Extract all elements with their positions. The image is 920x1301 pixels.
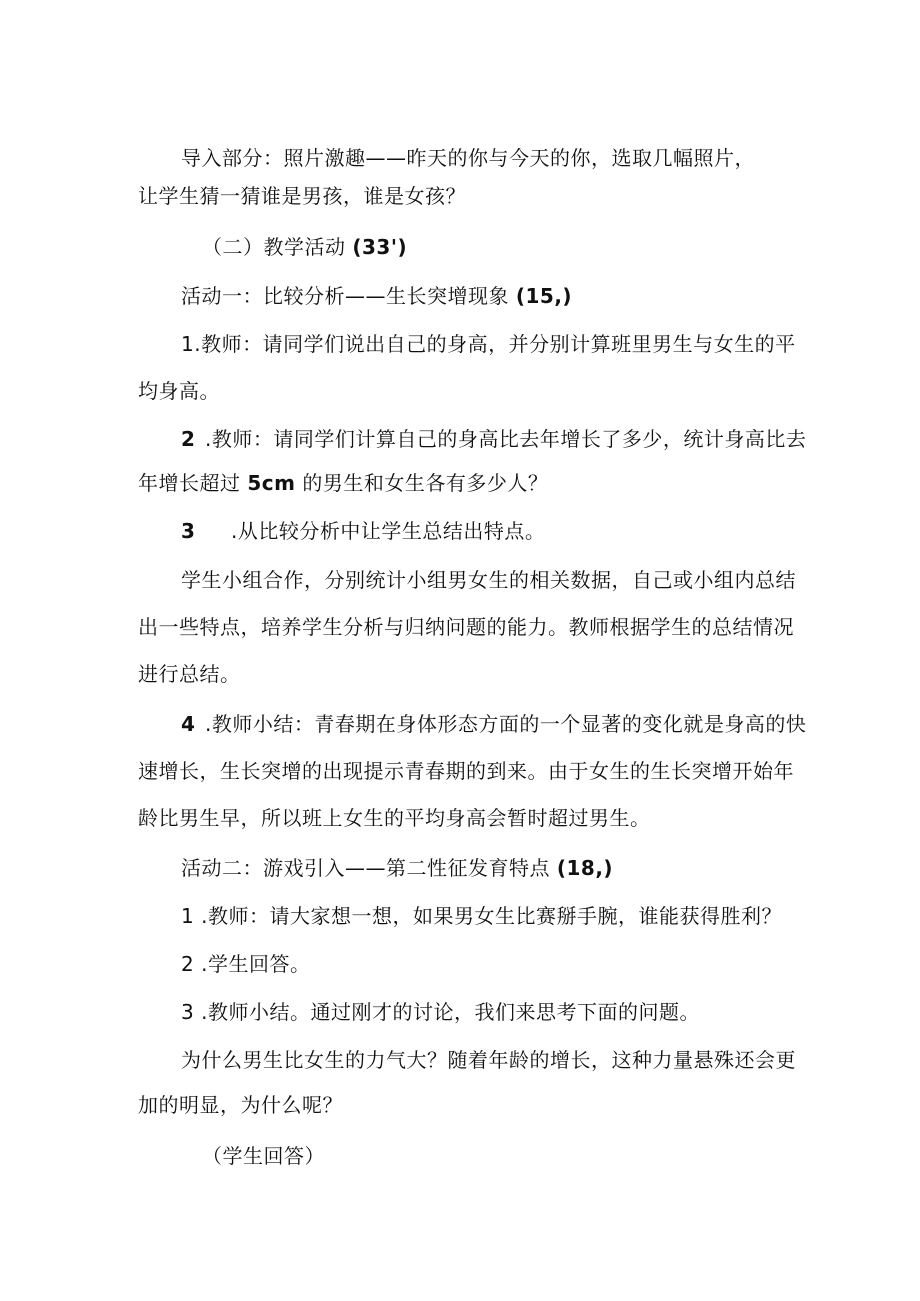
a1-item4-text: .教师小结：青春期在身体形态方面的一个显著的变化就是身高的快: [205, 712, 807, 736]
a1-item2-line-1: [181, 425, 806, 453]
intro-line-2: 让学生猜一猜谁是男孩，谁是女孩？: [138, 184, 466, 208]
activity2-heading-text: 活动二：游戏引入——第二性征发育特点: [181, 856, 550, 880]
a1-item2-line-2: [138, 469, 548, 497]
a2-item-2: 2 .学生回答。: [181, 952, 311, 976]
a1-item2-line2-pre: 年增长超过: [138, 471, 241, 495]
section2-time: (33'): [352, 235, 408, 259]
a2-item-1: 1 .教师：请大家想一想，如果男女生比赛掰手腕，谁能获得胜利？: [181, 904, 782, 928]
a1-item3-text: .从比较分析中让学生总结出特点。: [231, 519, 546, 543]
a1-item3-number: 3: [181, 519, 196, 543]
a1-item4-number: 4: [181, 712, 196, 736]
a1-item2-line2-post: 的男生和女生各有多少人？: [302, 471, 549, 495]
question-line-1: 为什么男生比女生的力气大？随着年龄的增长，这种力量悬殊还会更: [181, 1048, 796, 1072]
section2-heading-text: （二）教学活动: [202, 235, 346, 259]
a1-item3: [181, 517, 545, 545]
a1-item1-line-2: 均身高。: [138, 379, 220, 403]
a1-item4-line-3: 龄比男生早，所以班上女生的平均身高会暂时超过男生。: [138, 806, 651, 830]
a2-item-3: 3 .教师小结。通过刚才的讨论，我们来思考下面的问题。: [181, 1000, 700, 1024]
group-line-1: 学生小组合作，分别统计小组男女生的相关数据，自己或小组内总结: [181, 568, 796, 592]
section2-heading: [202, 233, 407, 261]
activity2-heading: [181, 854, 613, 882]
group-line-3: 进行总结。: [138, 662, 241, 686]
a1-item2-text: .教师：请同学们计算自己的身高比去年增长了多少，统计身高比去: [205, 427, 807, 451]
a1-item2-number: 2: [181, 427, 196, 451]
activity1-heading-text: 活动一：比较分析——生长突增现象: [181, 284, 509, 308]
student-answer: （学生回答）: [202, 1144, 325, 1168]
activity2-time: (18,): [556, 856, 614, 880]
group-line-2: 出一些特点，培养学生分析与归纳问题的能力。教师根据学生的总结情况: [138, 615, 794, 639]
a1-item4-line-1: [181, 710, 806, 738]
a1-item2-line2-bold: 5cm: [247, 471, 296, 495]
intro-line-1: 导入部分：照片激趣——昨天的你与今天的你，选取几幅照片，: [181, 146, 755, 170]
a1-item1-line-1: 1.教师：请同学们说出自己的身高，并分别计算班里男生与女生的平: [181, 332, 796, 356]
a1-item4-line-2: 速增长，生长突增的出现提示青春期的到来。由于女生的生长突增开始年: [138, 759, 794, 783]
activity1-time: (15,): [515, 284, 573, 308]
question-line-2: 加的明显，为什么呢？: [138, 1093, 343, 1117]
activity1-heading: [181, 282, 572, 310]
